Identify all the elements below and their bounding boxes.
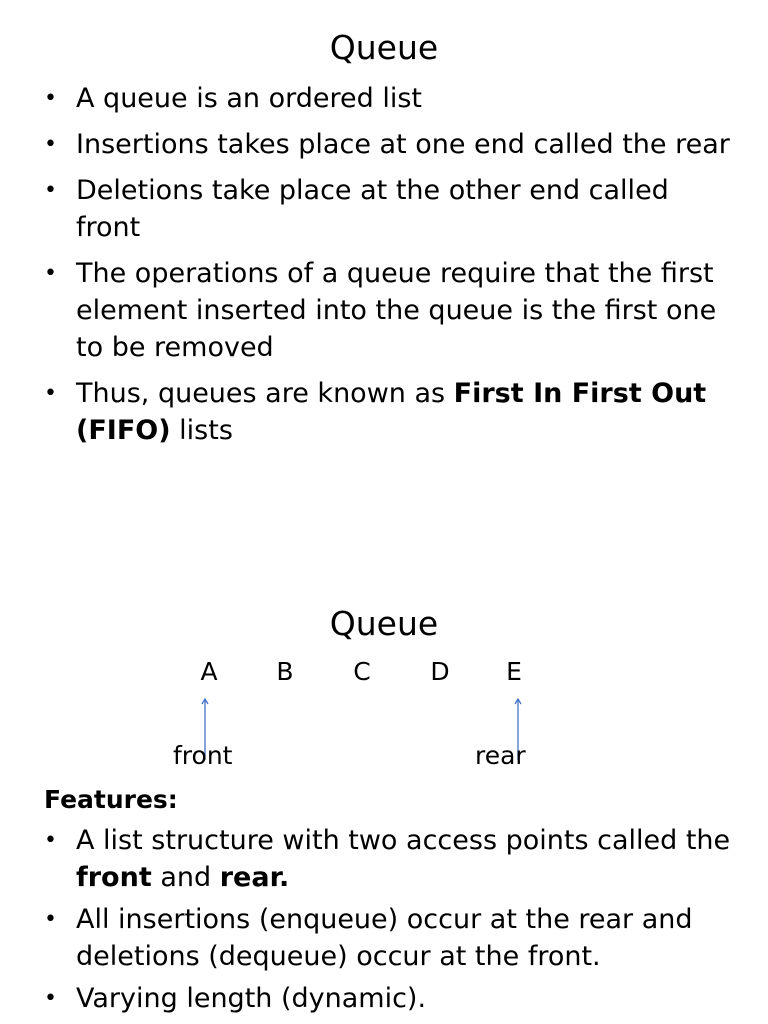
bullet-dot-icon: • [44, 986, 57, 1011]
bullet-text: All insertions (enqueue) occur at the rear and deletions (dequeue) occur at the front. [76, 904, 693, 972]
queue-element: E [506, 657, 522, 686]
bullet-text: Deletions take place at the other end called front [76, 175, 669, 243]
front-label: front [173, 741, 233, 770]
bullet-dot-icon: • [44, 828, 57, 853]
feature-bullet-item [44, 980, 734, 1017]
bullet-dot-icon: • [44, 178, 57, 203]
bullet-text: The operations of a queue require that the first element inserted into the queue is the first one to be removed [76, 258, 717, 363]
bullet-text: A list structure with two access points called the [76, 825, 731, 856]
bullet-dot-icon: • [44, 381, 57, 406]
slide-1-title: Queue [329, 28, 439, 67]
definition-bullet-list [44, 80, 734, 458]
bullet-dot-icon: • [44, 132, 57, 157]
queue-element: D [430, 657, 450, 686]
bullet-text: Thus, queues are known as [76, 378, 454, 409]
queue-element: C [353, 657, 371, 686]
bullet-dot-icon: • [44, 907, 57, 932]
bullet-bold-text: front [76, 862, 152, 893]
queue-element: A [200, 657, 218, 686]
bullet-text: lists [170, 415, 233, 446]
bullet-dot-icon: • [44, 261, 57, 286]
bullet-bold-text: First In First Out (FIFO) [76, 378, 707, 446]
features-bullet-list [44, 822, 734, 1022]
feature-bullet-item [44, 901, 734, 975]
definition-bullet-item [44, 172, 734, 246]
bullet-text: Varying length (dynamic). [76, 983, 427, 1014]
queue-element: B [276, 657, 294, 686]
features-heading: Features: [44, 785, 178, 814]
definition-bullet-item [44, 126, 734, 163]
bullet-dot-icon: • [44, 86, 57, 111]
definition-bullet-item [44, 255, 734, 366]
definition-bullet-item [44, 375, 734, 449]
rear-label: rear [475, 741, 526, 770]
bullet-text: A queue is an ordered list [76, 83, 423, 114]
definition-bullet-item [44, 80, 734, 117]
feature-bullet-item [44, 822, 734, 896]
bullet-bold-text: rear. [219, 862, 290, 893]
slide-2-title: Queue [329, 604, 439, 643]
bullet-text: and [151, 862, 220, 893]
bullet-text: Insertions takes place at one end called the rear [76, 129, 730, 160]
